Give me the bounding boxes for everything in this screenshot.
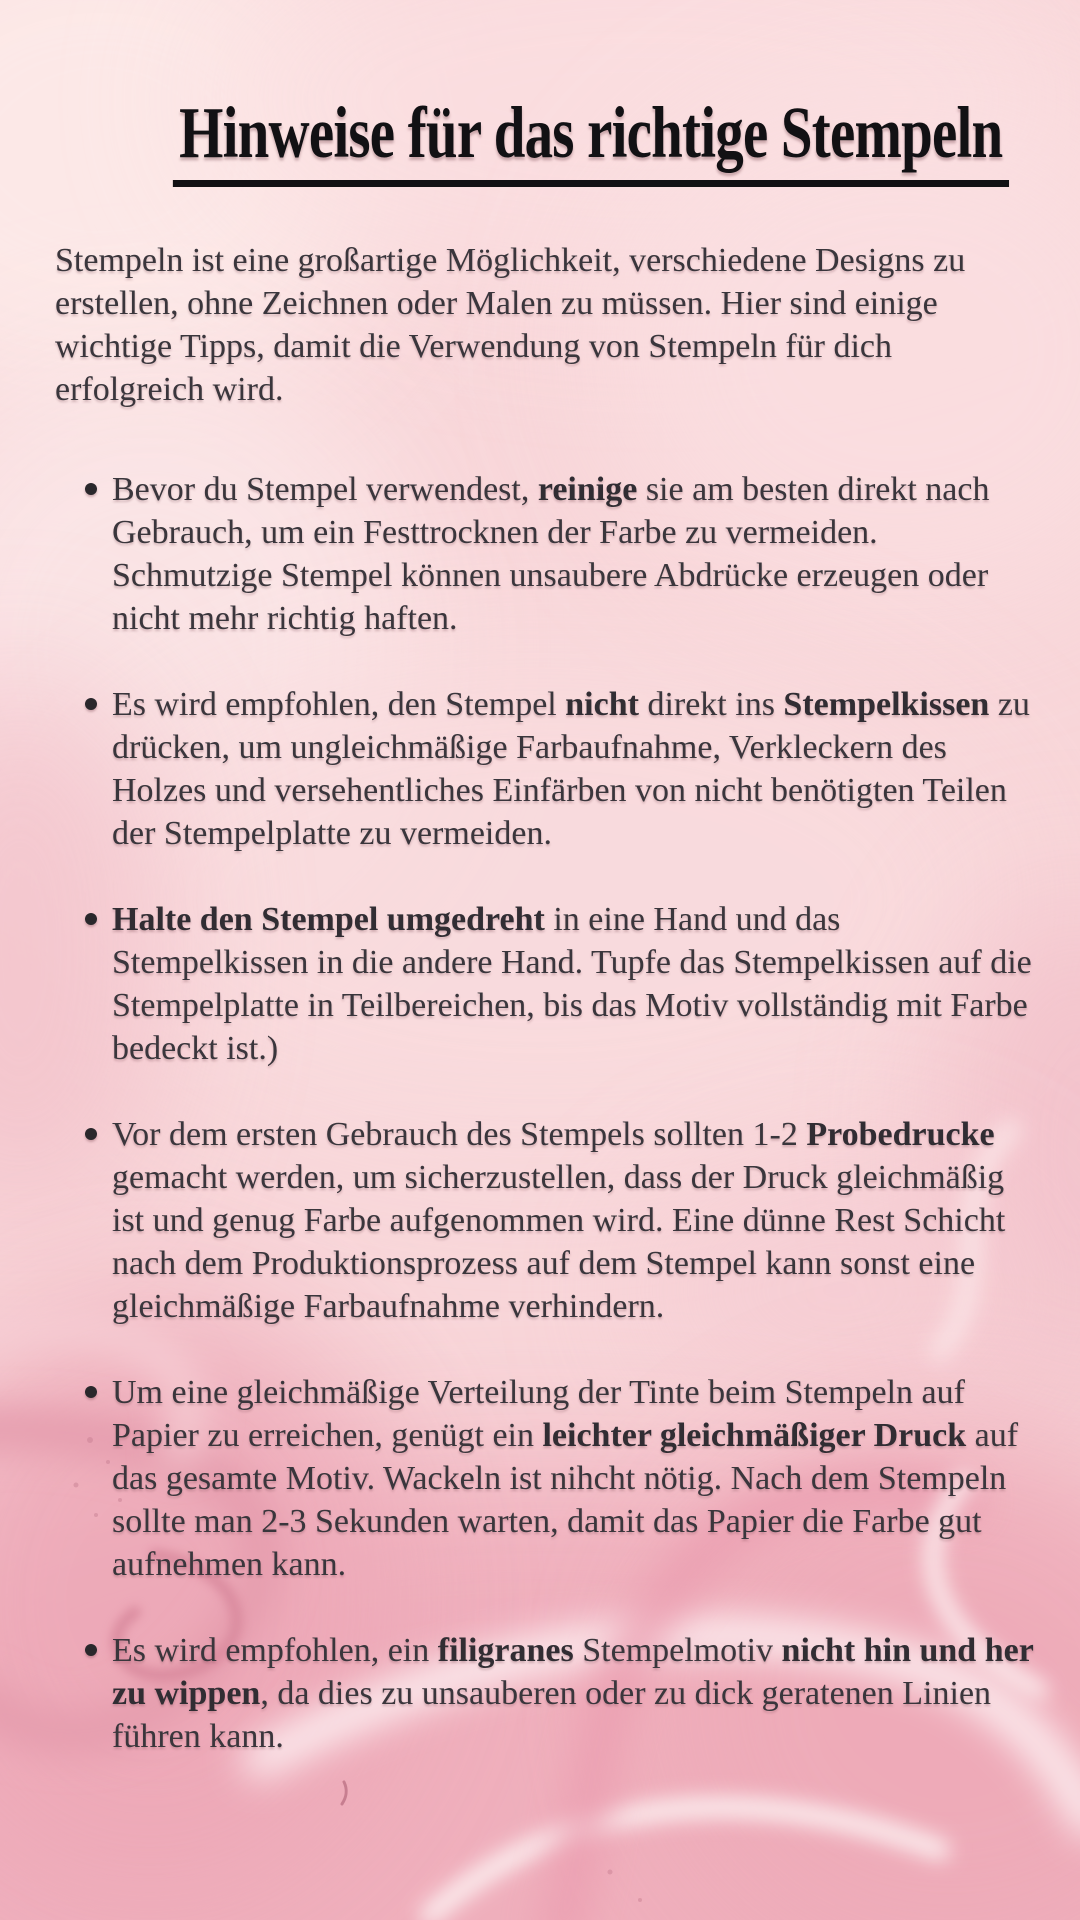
page-title-text: Hinweise für das richtige Stempeln [173, 92, 1009, 187]
list-item [55, 1113, 1035, 1328]
list-item [55, 1629, 1035, 1758]
bullet-icon [85, 698, 97, 710]
list-item [55, 898, 1035, 1070]
tips-list [55, 468, 1035, 1758]
intro-paragraph: Stempeln ist eine großartige Möglichkeit, verschiedene Designs zu erstellen, ohne Zeichnen oder Malen zu müssen. Hier sind einige wichtige Tipps, damit die Verwendung von Stempeln für dich erfolgreich wird. [55, 242, 966, 409]
page-title [55, 92, 1035, 187]
list-item [55, 1371, 1035, 1586]
bullet-icon [85, 483, 97, 495]
list-item-text: Bevor du Stempel verwendest, reinige sie am besten direkt nach Gebrauch, um ein Festtrocknen der Farbe zu vermeiden. Schmutzige Stempel können unsaubere Abdrücke erzeugen oder nicht mehr richtig haften. [112, 471, 990, 638]
list-item-text: Es wird empfohlen, ein filigranes Stempelmotiv nicht hin und her zu wippen, da dies zu unsauberen oder zu dick geratenen Linien führen kann. [112, 1632, 1034, 1756]
list-item-text: Halte den Stempel umgedreht in eine Hand und das Stempelkissen in die andere Hand. Tupfe das Stempelkissen auf die Stempelplatte in Teilbereichen, bis das Motiv vollständig mit Farbe bedeckt ist.) [112, 901, 1032, 1068]
list-item-text: Es wird empfohlen, den Stempel nicht direkt ins Stempelkissen zu drücken, um ungleichmäßige Farbaufnahme, Verkleckern des Holzes und versehentliches Einfärben von nicht benötigten Teilen der Stempelplatte zu vermeiden. [112, 686, 1030, 853]
list-item [55, 468, 1035, 640]
bullet-icon [85, 1128, 97, 1140]
bullet-icon [85, 913, 97, 925]
bullet-icon [85, 1386, 97, 1398]
list-item [55, 683, 1035, 855]
list-item-text: Um eine gleichmäßige Verteilung der Tinte beim Stempeln auf Papier zu erreichen, genügt ein leichter gleichmäßiger Druck auf das gesamte Motiv. Wackeln ist nihcht nötig. Nach dem Stempeln sollte man 2-3 Sekunden warten, damit das Papier die Farbe gut aufnehmen kann. [112, 1374, 1019, 1584]
list-item-text: Vor dem ersten Gebrauch des Stempels sollten 1-2 Probedrucke gemacht werden, um sicherzustellen, dass der Druck gleichmäßig ist und genug Farbe aufgenommen wird. Eine dünne Rest Schicht nach dem Produktionsprozess auf dem Stempel kann sonst eine gleichmäßige Farbaufnahme verhindern. [112, 1116, 1006, 1326]
bullet-icon [85, 1644, 97, 1656]
